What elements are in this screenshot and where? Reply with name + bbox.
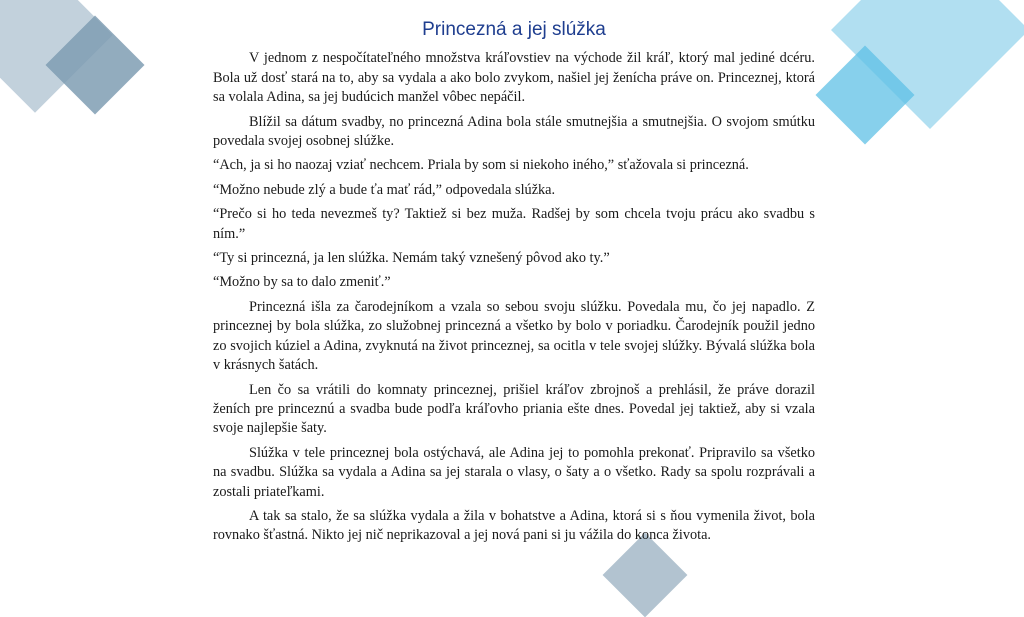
document-page — [213, 20, 815, 551]
story-paragraph: V jednom z nespočítateľného množstva kráľovstiev na východe žil kráľ, ktorý mal jediné dcéru. Bola už dosť stará na to, aby sa vydala a ako bolo zvykom, našiel jej ženícha práve on. Princeznej, ktorá sa volala Adina, sa jej budúcich manžel vôbec nepáčil. — [213, 50, 815, 106]
story-paragraph: “Ty si princezná, ja len slúžka. Nemám taký vznešený pôvod ako ty.” — [213, 250, 610, 267]
page-title: Princezná a jej slúžka — [422, 19, 606, 40]
story-paragraph: “Možno nebude zlý a bude ťa mať rád,” odpovedala slúžka. — [213, 181, 556, 198]
story-paragraph: Slúžka v tele princeznej bola ostýchavá, ale Adina jej to pomohla prekonať. Pripravilo sa všetko na svadbu. Slúžka sa vydala a Adina sa jej starala o vlasy, o šaty a o všetko. Rady sa spolu rozprávali a zostali priateľkami. — [213, 444, 815, 500]
story-paragraph: “Prečo si ho teda nevezmeš ty? Taktiež si bez muža. Radšej by som chcela tvoju prácu ako svadbu s ním.” — [213, 206, 815, 242]
story-paragraph: Princezná išla za čarodejníkom a vzala so sebou svoju slúžku. Povedala mu, čo jej napadlo. Z princeznej by bola slúžka, zo služobnej princezná a všetko by bolo v poriadku. Čarodejník použil jedno zo svojich kúziel a Adina, zvyknutá na život princeznej, sa ocitla v tele svojej slúžky. Bývalá slúžka bola v krásnych šatách. — [213, 298, 815, 374]
story-body — [213, 49, 815, 545]
story-paragraph: “Možno by sa to dalo zmeniť.” — [213, 274, 391, 291]
story-paragraph: “Ach, ja si ho naozaj vziať nechcem. Priala by som si niekoho iného,” sťažovala si princezná. — [213, 157, 749, 174]
story-paragraph: Blížil sa dátum svadby, no princezná Adina bola stále smutnejšia a smutnejšia. O svojom smútku povedala svojej osobnej slúžke. — [213, 113, 815, 150]
story-paragraph: A tak sa stalo, že sa slúžka vydala a žila v bohatstve a Adina, ktorá si s ňou vymenila život, bola rovnako šťastná. Nikto jej nič neprikazoval a jej nová pani si ju vážila do konca života. — [213, 507, 815, 544]
story-paragraph: Len čo sa vrátili do komnaty princeznej, prišiel kráľov zbrojnoš a prehlásil, že práve dorazil ženích pre princeznú a svadba bude podľa kráľovho priania ešte dnes. Povedal jej taktiež, aby si vzala svoje najlepšie šaty. — [213, 381, 815, 437]
